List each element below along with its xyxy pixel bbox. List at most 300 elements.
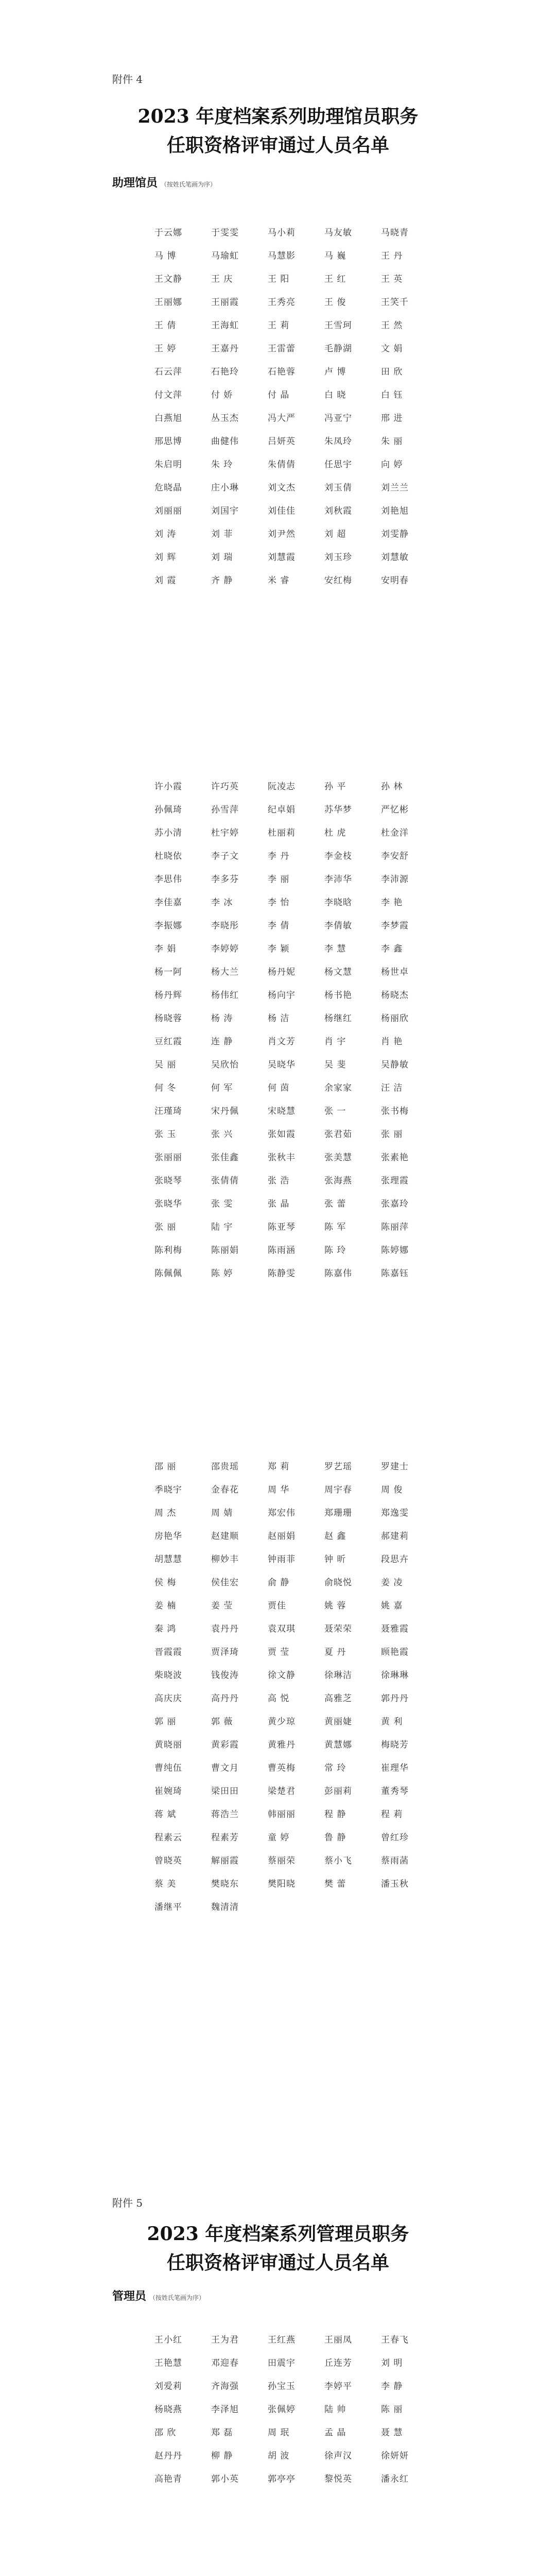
person-name: 刘 辉 [154,552,177,563]
person-name: 曹英梅 [268,1763,296,1773]
person-name: 肖 宇 [324,1037,346,1047]
person-name: 王文静 [154,274,182,284]
section-heading-label: 助理馆员 [112,177,158,190]
person-name: 李 颖 [268,944,290,954]
person-name: 曾红珍 [381,1833,409,1843]
person-name: 徐文静 [268,1670,296,1681]
person-name: 王丽凤 [324,2335,352,2345]
person-name: 李多芬 [211,874,239,885]
person-name: 纪卓娟 [268,805,296,815]
person-name: 田震宇 [268,2358,296,2368]
person-name: 李梦霞 [381,921,409,931]
name-list [154,222,438,592]
person-name: 黄 利 [381,1717,403,1727]
person-name: 马晓青 [381,228,409,238]
person-name: 李晓晗 [324,897,352,908]
person-name: 张倩倩 [211,1176,239,1186]
person-name: 郝建莉 [381,1531,409,1541]
person-name: 于云娜 [154,228,182,238]
person-name: 宋晓慧 [268,1106,296,1116]
person-name: 袁双琪 [268,1624,296,1634]
person-name: 刘兰兰 [381,483,409,493]
person-name: 汪 洁 [381,1083,403,1093]
person-name: 刘 明 [381,2358,403,2368]
person-name: 朱 丽 [381,436,403,447]
person-name: 陈 军 [324,1222,346,1232]
person-name: 邢 进 [381,413,403,423]
person-name: 李晓彤 [211,921,239,931]
person-name: 张 玉 [154,1129,177,1140]
person-name: 杜晓依 [154,851,182,861]
person-name: 姚 嘉 [381,1601,403,1611]
person-name: 刘文杰 [268,483,296,493]
person-name: 郑 莉 [268,1462,290,1472]
person-name: 张 雯 [211,1199,233,1209]
person-name: 刘玉珍 [324,552,352,563]
person-name: 吴 丽 [154,1060,177,1070]
person-name: 邓迎春 [211,2358,239,2368]
person-name: 马友敏 [324,228,352,238]
person-name: 冯亚宁 [324,413,352,423]
person-name: 刘 瑞 [211,552,233,563]
person-name: 陈婷娜 [381,1245,409,1256]
person-name: 陈嘉钰 [381,1268,409,1279]
person-name: 王春飞 [381,2335,409,2345]
person-name: 曹纯伍 [154,1763,182,1773]
person-name: 黄少琼 [268,1717,296,1727]
person-name: 鲁 静 [324,1833,346,1843]
attachment-5-label: 附件 5 [112,2197,143,2209]
person-name: 李安舒 [381,851,409,861]
person-name: 潘玉秋 [381,1879,409,1889]
person-name: 崔理华 [381,1763,409,1773]
person-name: 毛静湖 [324,344,352,354]
person-name: 白 钰 [381,390,403,400]
person-name: 刘玉倩 [324,483,352,493]
person-name: 杨文慧 [324,967,352,977]
person-name: 郑逸雯 [381,1508,409,1518]
person-name: 孙 林 [381,782,403,792]
person-name: 李金枝 [324,851,352,861]
person-name: 杨继红 [324,1013,352,1024]
person-name: 齐 静 [211,575,233,586]
person-name: 周 婧 [211,1508,233,1518]
person-name: 任思宇 [324,460,352,470]
person-name: 杨伟红 [211,990,239,1001]
person-name: 杨一阿 [154,967,182,977]
person-name: 陈静雯 [268,1268,296,1279]
person-name: 何 冬 [154,1083,177,1093]
person-name: 王雷蕾 [268,344,296,354]
person-name: 孙佩琦 [154,805,182,815]
person-name: 周 珉 [268,2428,290,2438]
person-name: 米 睿 [268,575,290,586]
person-name: 李 娟 [154,944,177,954]
person-name: 刘 霞 [154,575,177,586]
person-name: 王小红 [154,2335,182,2345]
person-name: 李 冰 [211,897,233,908]
person-name: 丛玉杰 [211,413,239,423]
person-name: 聂雅霞 [381,1624,409,1634]
person-name: 王为君 [211,2335,239,2345]
person-name: 郑珊珊 [324,1508,352,1518]
person-name: 邵 丽 [154,1462,177,1472]
section-heading [112,2287,205,2303]
person-name: 王 英 [381,274,403,284]
person-name: 黄慧娜 [324,1740,352,1750]
person-name: 朱倩倩 [268,460,296,470]
person-name: 李 慧 [324,944,346,954]
person-name: 常 玲 [324,1763,346,1773]
person-name: 陈亚琴 [268,1222,296,1232]
person-name: 季晓宇 [154,1485,182,1495]
person-name: 樊晓东 [211,1879,239,1889]
person-name: 白 晓 [324,390,346,400]
person-name: 彭丽莉 [324,1786,352,1797]
person-name: 田 欣 [381,367,403,377]
person-name: 杜丽莉 [268,828,296,838]
person-name: 王 丹 [381,251,403,261]
person-name: 付 晶 [268,390,290,400]
person-name: 梅晓芳 [381,1740,409,1750]
person-name: 马 博 [154,251,177,261]
person-name: 黄丽婕 [324,1717,352,1727]
person-name: 贾佳 [268,1601,286,1611]
person-name: 卢 博 [324,367,346,377]
person-name: 吕妍英 [268,436,296,447]
person-name: 阮凌志 [268,782,296,792]
person-name: 许巧英 [211,782,239,792]
person-name: 张君茹 [324,1129,352,1140]
person-name: 周 华 [268,1485,290,1495]
person-name: 刘爱莉 [154,2381,182,2392]
person-name: 何 茵 [268,1083,290,1093]
person-name: 朱凤玲 [324,436,352,447]
person-name: 蔡丽荣 [268,1856,296,1866]
person-name: 黄晓丽 [154,1740,182,1750]
person-name: 魏清清 [211,1902,239,1912]
person-name: 聂 慧 [381,2428,403,2438]
person-name: 付 娇 [211,390,233,400]
person-name: 刘 菲 [211,529,233,539]
section-heading-label: 管理员 [112,2290,147,2303]
section-heading [112,174,216,190]
person-name: 罗艺瑶 [324,1462,352,1472]
person-name: 梁楚君 [268,1786,296,1797]
person-name: 高庆庆 [154,1693,182,1704]
person-name: 王丽霞 [211,297,239,308]
person-name: 杨丹辉 [154,990,182,1001]
person-name: 冯大严 [268,413,296,423]
person-name: 高 悦 [268,1693,290,1704]
person-name: 马 巍 [324,251,346,261]
person-name: 李佳嘉 [154,897,182,908]
person-name: 李 丹 [268,851,290,861]
person-name: 杨晓燕 [154,2404,182,2415]
person-name: 何 军 [211,1083,233,1093]
person-name: 李思伟 [154,874,182,885]
person-name: 郭 丽 [154,1717,177,1727]
person-name: 刘尹然 [268,529,296,539]
person-name: 李 倩 [268,921,290,931]
person-name: 夏 丹 [324,1647,346,1657]
person-name: 钟雨菲 [268,1554,296,1565]
person-name: 李婷婷 [211,944,239,954]
person-name: 侯佳宏 [211,1578,239,1588]
person-name: 张 丽 [381,1129,403,1140]
person-name: 解丽霞 [211,1856,239,1866]
person-name: 张 兴 [211,1129,233,1140]
person-name: 王 婷 [154,344,177,354]
person-name: 孙雪萍 [211,805,239,815]
person-name: 王 俊 [324,297,346,308]
person-name: 张 浩 [268,1176,290,1186]
person-name: 张晓华 [154,1199,182,1209]
section-note: （按姓氏笔画为序） [161,181,217,188]
person-name: 邵 欣 [154,2428,177,2438]
person-name: 李泽旭 [211,2404,239,2415]
name-list [154,775,438,1285]
person-name: 陈嘉伟 [324,1268,352,1279]
person-name: 张书梅 [381,1106,409,1116]
person-name: 潘永红 [381,2474,409,2484]
person-name: 李振娜 [154,921,182,931]
person-name: 樊 蕾 [324,1879,346,1889]
person-name: 朱 玲 [211,460,233,470]
person-name: 杨丽欣 [381,1013,409,1024]
person-name: 曹文月 [211,1763,239,1773]
person-name: 赵建顺 [211,1531,239,1541]
person-name: 石艳玲 [211,367,239,377]
attachment-4-label: 附件 4 [112,73,143,86]
person-name: 马慧影 [268,251,296,261]
person-name: 杜宇婷 [211,828,239,838]
person-name: 董秀琴 [381,1786,409,1797]
person-name: 齐海强 [211,2381,239,2392]
person-name: 白燕旭 [154,413,182,423]
person-name: 庄小琳 [211,483,239,493]
person-name: 程 静 [324,1809,346,1820]
name-list [154,1455,438,1919]
person-name: 王红燕 [268,2335,296,2345]
person-name: 袁丹丹 [211,1624,239,1634]
person-name: 张嘉玲 [381,1199,409,1209]
doc-title-line2: 任职资格评审通过人员名单 [166,2252,389,2274]
person-name: 张丽丽 [154,1153,182,1163]
person-name: 胡 波 [268,2451,290,2461]
person-name: 柳 静 [211,2451,233,2461]
person-name: 刘佳佳 [268,506,296,516]
person-name: 赵丹丹 [154,2451,182,2461]
person-name: 程素云 [154,1833,182,1843]
person-name: 刘丽丽 [154,506,182,516]
person-name: 曲健伟 [211,436,239,447]
person-name: 郭亭亭 [268,2474,296,2484]
person-name: 姜 楠 [154,1601,177,1611]
person-name: 李婷平 [324,2381,352,2392]
person-name: 晋霞霞 [154,1647,182,1657]
person-name: 朱启明 [154,460,182,470]
person-name: 安明春 [381,575,409,586]
person-name: 徐妍妍 [381,2451,409,2461]
person-name: 高雅芝 [324,1693,352,1704]
person-name: 钟 昕 [324,1554,346,1565]
person-name: 贾泽琦 [211,1647,239,1657]
person-name: 刘 涛 [154,529,177,539]
person-name: 钱俊涛 [211,1670,239,1681]
person-name: 陈利梅 [154,1245,182,1256]
person-name: 陈丽娟 [211,1245,239,1256]
person-name: 吴晓华 [268,1060,296,1070]
person-name: 姜 莹 [211,1601,233,1611]
person-name: 段思卉 [381,1554,409,1565]
person-name: 付文萍 [154,390,182,400]
person-name: 王海虹 [211,320,239,331]
person-name: 张如霞 [268,1129,296,1140]
person-name: 杨 洁 [268,1013,290,1024]
person-name: 孟 晶 [324,2428,346,2438]
person-name: 胡慧慧 [154,1554,182,1565]
person-name: 孙宝玉 [268,2381,296,2392]
person-name: 俞晓悦 [324,1578,352,1588]
person-name: 杨书艳 [324,990,352,1001]
person-name: 黄彩霞 [211,1740,239,1750]
person-name: 周宇春 [324,1485,352,1495]
person-name: 刘雯静 [381,529,409,539]
person-name: 高丹丹 [211,1693,239,1704]
person-name: 刘 超 [324,529,346,539]
person-name: 王 庆 [211,274,233,284]
person-name: 梁田田 [211,1786,239,1797]
person-name: 王 红 [324,274,346,284]
doc-title-line1: 2023 年度档案系列管理员职务 [147,2223,409,2245]
person-name: 张佩婷 [268,2404,296,2415]
person-name: 安红梅 [324,575,352,586]
person-name: 王秀亮 [268,297,296,308]
person-name: 宋丹佩 [211,1106,239,1116]
person-name: 石云萍 [154,367,182,377]
person-name: 李 丽 [268,874,290,885]
person-name: 蔡小飞 [324,1856,352,1866]
person-name: 黄雅丹 [268,1740,296,1750]
person-name: 张晓琴 [154,1176,182,1186]
person-name: 张海燕 [324,1176,352,1186]
person-name: 蒋 斌 [154,1809,177,1820]
person-name: 陈佩佩 [154,1268,182,1279]
person-name: 陈 玲 [324,1245,346,1256]
person-name: 俞 静 [268,1578,290,1588]
person-name: 马瑜虹 [211,251,239,261]
person-name: 丘连芳 [324,2358,352,2368]
person-name: 徐琳洁 [324,1670,352,1681]
person-name: 潘继平 [154,1902,182,1912]
person-name: 李子文 [211,851,239,861]
person-name: 房艳华 [154,1531,182,1541]
person-name: 李沛华 [324,874,352,885]
person-name: 杨 涛 [211,1013,233,1024]
person-name: 郭丹丹 [381,1693,409,1704]
person-name: 李倩敏 [324,921,352,931]
person-name: 童 婷 [268,1833,290,1843]
person-name: 陈雨涵 [268,1245,296,1256]
person-name: 余家家 [324,1083,352,1093]
person-name: 金春花 [211,1485,239,1495]
person-name: 聂荣荣 [324,1624,352,1634]
person-name: 王雪珂 [324,320,352,331]
person-name: 赵丽娟 [268,1531,296,1541]
person-name: 刘艳旭 [381,506,409,516]
person-name: 连 静 [211,1037,233,1047]
person-name: 刘慧霞 [268,552,296,563]
person-name: 杨晓蓉 [154,1013,182,1024]
person-name: 陈丽萍 [381,1222,409,1232]
person-name: 柳妙丰 [211,1554,239,1565]
person-name: 杨向宇 [268,990,296,1001]
person-name: 程 莉 [381,1809,403,1820]
person-name: 杜金洋 [381,828,409,838]
person-name: 严忆彬 [381,805,409,815]
person-name: 吴静敏 [381,1060,409,1070]
person-name: 徐琳琳 [381,1670,409,1681]
person-name: 陈 婷 [211,1268,233,1279]
person-name: 韩丽丽 [268,1809,296,1820]
person-name: 徐声汉 [324,2451,352,2461]
person-name: 程素芳 [211,1833,239,1843]
person-name: 李 静 [381,2381,403,2392]
person-name: 王笑千 [381,297,409,308]
person-name: 张 丽 [154,1222,177,1232]
person-name: 蔡 美 [154,1879,177,1889]
person-name: 石艳蓉 [268,367,296,377]
person-name: 文 娟 [381,344,403,354]
person-name: 秦 鸿 [154,1624,177,1634]
person-name: 王艳慧 [154,2358,182,2368]
person-name: 罗建士 [381,1462,409,1472]
person-name: 杨晓杰 [381,990,409,1001]
person-name: 王丽娜 [154,297,182,308]
person-name: 肖文芳 [268,1037,296,1047]
person-name: 邵贵瑶 [211,1462,239,1472]
person-name: 黎悦英 [324,2474,352,2484]
person-name: 马小莉 [268,228,296,238]
doc-title-line1: 2023 年度档案系列助理馆员职务 [137,106,419,127]
person-name: 陆 帅 [324,2404,346,2415]
person-name: 樊阳晓 [268,1879,296,1889]
person-name: 王嘉丹 [211,344,239,354]
person-name: 李 鑫 [381,944,403,954]
person-name: 张 一 [324,1106,346,1116]
person-name: 张素艳 [381,1153,409,1163]
person-name: 张秋丰 [268,1153,296,1163]
person-name: 张美慧 [324,1153,352,1163]
person-name: 李 怡 [268,897,290,908]
person-name: 蒋浩兰 [211,1809,239,1820]
person-name: 赵 鑫 [324,1531,346,1541]
person-name: 刘慧敏 [381,552,409,563]
person-name: 邢思博 [154,436,182,447]
person-name: 姜 凌 [381,1578,403,1588]
person-name: 杜 虎 [324,828,346,838]
person-name: 于雯雯 [211,228,239,238]
person-name: 张佳鑫 [211,1153,239,1163]
person-name: 陈 丽 [381,2404,403,2415]
person-name: 王 莉 [268,320,290,331]
person-name: 豆红霞 [154,1037,182,1047]
person-name: 李沛源 [381,874,409,885]
name-list [154,2329,438,2491]
person-name: 顾艳霞 [381,1647,409,1657]
person-name: 汪瑾琦 [154,1106,182,1116]
